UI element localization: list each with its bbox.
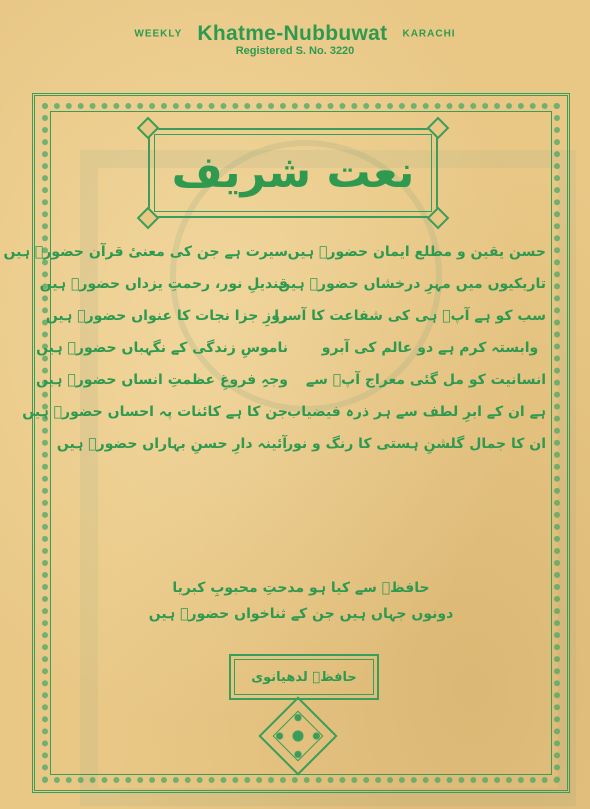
verse-second-line: روزِ جزا نجات کا عنواں حضورؐ ہیں — [45, 308, 288, 324]
verse-second-line: قندیلِ نور، رحمتِ یزداں حضورؐ ہیں — [39, 276, 288, 292]
ornament-inner-line — [273, 711, 324, 762]
masthead-city: KARACHI — [402, 28, 456, 40]
verse-row — [36, 334, 554, 366]
heading-box — [148, 128, 438, 218]
verse-first-line: ہے ان کے ابرِ لطف سے ہر ذرہ فیضیاب — [287, 404, 546, 420]
signature-box — [229, 654, 379, 700]
verse-second-line: ناموسِ زندگی کے نگہباں حضورؐ ہیں — [36, 340, 288, 356]
heading: نعت شریف — [171, 147, 415, 198]
verse-row — [45, 302, 554, 334]
verse-first-line: انسانیت کو مل گئی معراج آپؐ سے — [305, 372, 546, 388]
verse-second-line: وجہِ فروغِ عظمتِ انساں حضورؐ ہیں — [35, 372, 288, 388]
closing-couplet-line-2: دونوں جہاں ہیں جن کے ثناخواں حضورؐ ہیں — [148, 606, 454, 622]
masthead-weekly: WEEKLY — [134, 28, 183, 40]
verse-row — [22, 398, 554, 430]
verses — [3, 238, 554, 462]
verse-row — [35, 366, 554, 398]
verse-first-line: حسن یقین و مطلع ایمان حضورؐ ہیں — [287, 244, 546, 260]
verse-second-line: آئینہ دارِ حسنِ بہاراں حضورؐ ہیں — [56, 436, 288, 452]
verse-second-line: جن کا ہے کائنات پہ احساں حضورؐ ہیں — [22, 404, 288, 420]
closing-couplet-line-1: حافظؔ سے کیا ہو مدحتِ محبوبِ کبریا — [172, 580, 430, 596]
masthead-title: Khatme-Nubbuwat — [197, 22, 388, 45]
verse-first-line: تاریکیوں میں مہرِ درخشاں حضورؐ ہیں — [278, 276, 546, 292]
verse-row — [39, 270, 554, 302]
masthead-registration: Registered S. No. 3220 — [235, 45, 355, 57]
verse-first-line: ان کا جمال گلشنِ ہستی کا رنگ و نور — [285, 436, 546, 452]
verse-second-line: سیرت ہے جن کی معنیٔ قرآن حضورؐ ہیں — [3, 244, 288, 260]
verse-first-line: وابستہ کرم ہے دو عالم کی آبرو — [321, 340, 539, 356]
verse-first-line: سب کو ہے آپؐ ہی کی شفاعت کا آسرا — [274, 308, 546, 324]
poet-signature: حافظؔ لدھیانوی — [251, 669, 357, 685]
verse-row — [3, 238, 554, 270]
verse-row — [48, 430, 554, 462]
masthead — [0, 22, 590, 57]
